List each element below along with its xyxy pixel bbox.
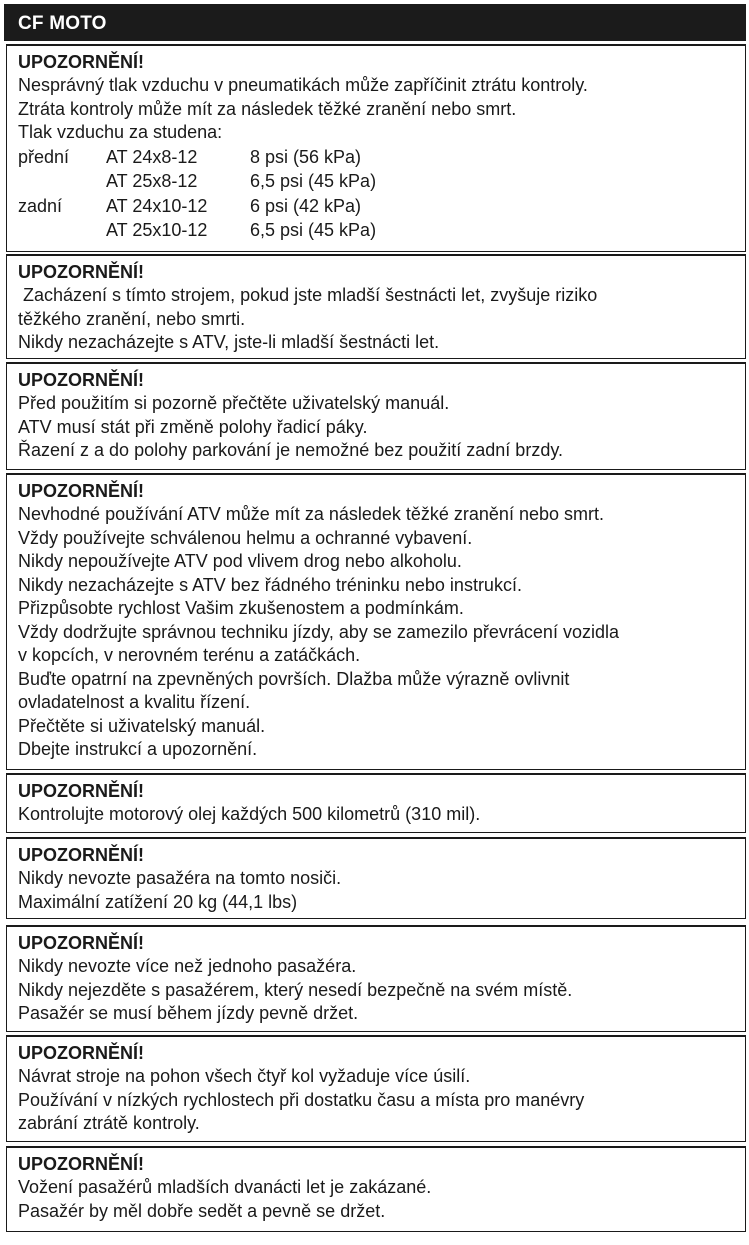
warning-line: Nikdy nezacházejte s ATV, jste-li mladší šestnácti let.: [18, 332, 440, 352]
brand-title: CF MOTO: [18, 13, 107, 34]
warning-line: Zacházení s tímto strojem, pokud jste mladší šestnácti let, zvyšuje riziko: [18, 285, 598, 305]
warning-box-tire-pressure: [6, 44, 746, 252]
tire-pressure: 6,5 psi (45 kPa): [250, 171, 377, 191]
pressure-row: [18, 169, 745, 194]
warning-line: ATV musí stát při změně polohy řadicí páky.: [18, 416, 368, 437]
warning-line: Nikdy nezacházejte s ATV bez řádného tréninku nebo instrukcí.: [18, 574, 522, 595]
tire-size: AT 25x10-12: [106, 220, 208, 240]
warning-line: Vožení pasažérů mladších dvanácti let je zakázané.: [18, 1177, 432, 1197]
warning-box-passenger: [6, 925, 746, 1032]
warning-line: Pasažér by měl dobře sedět a pevně se držet.: [18, 1200, 386, 1221]
warning-line: ovladatelnost a kvalitu řízení.: [18, 692, 251, 712]
warning-line: Používání v nízkých rychlostech při dostatku času a místa pro manévry: [18, 1089, 585, 1110]
brand-header: [4, 4, 746, 41]
warning-box-child-passengers: [6, 1146, 746, 1232]
warning-title: UPOZORNĚNÍ!: [18, 370, 144, 390]
warning-line: Nevhodné používání ATV může mít za následek těžké zranění nebo smrt.: [18, 504, 604, 524]
tire-pressure: 6,5 psi (45 kPa): [250, 220, 377, 240]
warning-line: Pasažér se musí během jízdy pevně držet.: [18, 1003, 359, 1023]
pressure-table: [18, 145, 745, 243]
tire-position: zadní: [18, 195, 63, 216]
warning-line: Kontrolujte motorový olej každých 500 kilometrů (310 mil).: [18, 804, 481, 824]
warning-box-engine-oil: [6, 773, 746, 833]
tire-size: AT 24x8-12: [106, 146, 198, 167]
warning-line: těžkého zranění, nebo smrti.: [18, 308, 246, 329]
warning-line: zabrání ztrátě kontroly.: [18, 1113, 200, 1133]
warning-line: v kopcích, v nerovném terénu a zatáčkách.: [18, 645, 361, 665]
pressure-row: [18, 145, 745, 170]
warning-line: Nikdy nevozte pasažéra na tomto nosiči.: [18, 868, 342, 888]
warning-title: UPOZORNĚNÍ!: [18, 845, 144, 865]
warning-line: Návrat stroje na pohon všech čtyř kol vyžaduje více úsilí.: [18, 1066, 471, 1086]
warning-box-age: [6, 254, 746, 359]
warning-line: Řazení z a do polohy parkování je nemožné bez použití zadní brzdy.: [18, 440, 563, 460]
tire-pressure: 8 psi (56 kPa): [250, 146, 362, 167]
warning-line: Před použitím si pozorně přečtěte uživatelský manuál.: [18, 393, 450, 413]
warning-line: Vždy používejte schválenou helmu a ochranné vybavení.: [18, 527, 473, 548]
warning-title: UPOZORNĚNÍ!: [18, 1154, 144, 1174]
warning-line: Maximální zatížení 20 kg (44,1 lbs): [18, 891, 298, 912]
tire-position: přední: [18, 146, 70, 167]
warning-line: Nikdy nejezděte s pasažérem, který nesedí bezpečně na svém místě.: [18, 979, 573, 1000]
warning-title: UPOZORNĚNÍ!: [18, 481, 144, 501]
warning-line: Nikdy nepoužívejte ATV pod vlivem drog nebo alkoholu.: [18, 551, 462, 571]
warning-title: UPOZORNĚNÍ!: [18, 933, 144, 953]
warning-title: UPOZORNĚNÍ!: [18, 1043, 144, 1063]
tire-size: AT 24x10-12: [106, 195, 208, 216]
warning-line: Ztráta kontroly může mít za následek těžké zranění nebo smrt.: [18, 98, 517, 119]
warning-line: Přizpůsobte rychlost Vašim zkušenostem a podmínkám.: [18, 598, 464, 618]
warning-box-gear-shift: [6, 362, 746, 470]
warning-line: Dbejte instrukcí a upozornění.: [18, 739, 258, 759]
warning-title: UPOZORNĚNÍ!: [18, 52, 144, 72]
warning-line: Tlak vzduchu za studena:: [18, 122, 223, 142]
pressure-row: [18, 218, 745, 243]
warning-line: Buďte opatrní na zpevněných površích. Dlažba může výrazně ovlivnit: [18, 668, 570, 689]
warning-title: UPOZORNĚNÍ!: [18, 262, 144, 282]
tire-pressure: 6 psi (42 kPa): [250, 195, 362, 216]
pressure-row: [18, 194, 745, 219]
warning-line: Vždy dodržujte správnou techniku jízdy, aby se zamezilo převrácení vozidla: [18, 621, 619, 642]
warning-box-improper-use: [6, 473, 746, 770]
tire-size: AT 25x8-12: [106, 171, 198, 191]
warning-line: Přečtěte si uživatelský manuál.: [18, 715, 266, 736]
warning-line: Nikdy nevozte více než jednoho pasažéra.: [18, 956, 357, 976]
warning-box-four-wheel-drive: [6, 1035, 746, 1142]
warning-title: UPOZORNĚNÍ!: [18, 781, 144, 801]
warning-line: Nesprávný tlak vzduchu v pneumatikách může zapříčinit ztrátu kontroly.: [18, 75, 588, 95]
warning-box-rack-load: [6, 837, 746, 919]
